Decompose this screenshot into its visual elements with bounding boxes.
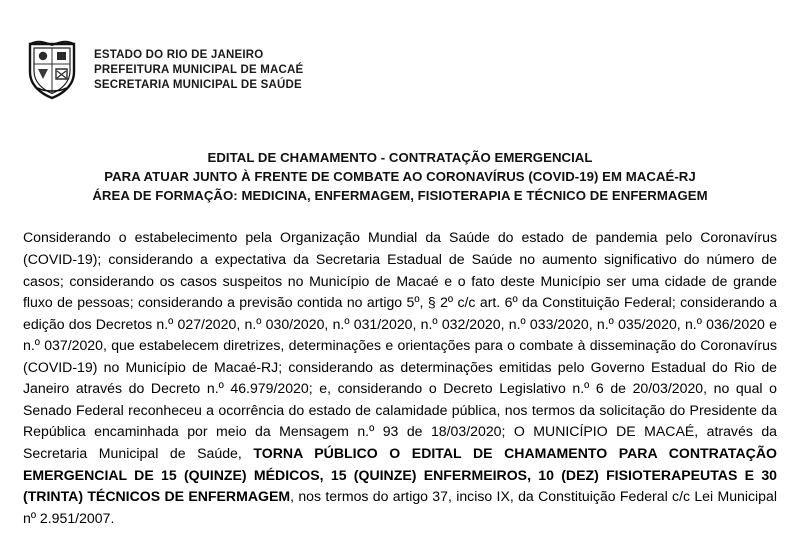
body-paragraph-part-1: Considerando o estabelecimento pela Organização Mundial da Saúde do estado de pandemia pelo Coronavírus (COVID-19); considerando a expectativa da Secretaria Estadual de Saúde no aumento significativo do número de casos; considerando os casos suspeitos no Município de Macaé e o fato deste Município ser uma cidade de grande fluxo de pessoas; considerando a previsão contida no artigo 5º, § 2º c/c art. 6º da Constituição Federal; considerando a edição dos Decretos n.º 027/2020, n.º 030/2020, n.º 031/2020, n.º 032/2020, n.º 033/2020, n.º 035/2020, n.º 036/2020 e n.º 037/2020, que estabelecem diretrizes, determinações e orientações para o combate à disseminação do Coronavírus (COVID-19) no Município de Macaé-RJ; considerando as determinações emitidas pelo Governo Estadual do Rio de Janeiro através do Decreto n.º 46.979/2020; e, considerando o Decreto Legislativo n.º 6 de 20/03/2020, no qual o Senado Federal reconheceu a ocorrência do estado de calamidade pública, nos termos da solicitação do Presidente da República encaminhada por meio da Mensagem n.º 93 de 18/03/2020; O MUNICÍPIO DE MACAÉ, através da Secretaria Municipal de Saúde, <box>23 229 777 462</box>
document-body <box>22 227 778 529</box>
title-line-3: ÁREA DE FORMAÇÃO: MEDICINA, ENFERMAGEM, FISIOTERAPIA E TÉCNICO DE ENFERMAGEM <box>92 188 708 204</box>
document-title <box>22 148 778 205</box>
org-line-state: ESTADO DO RIO DE JANEIRO <box>94 49 264 61</box>
org-line-city-hall: PREFEITURA MUNICIPAL DE MACAÉ <box>94 64 304 77</box>
coat-of-arms-icon <box>24 38 80 100</box>
body-emphasis-clause: TORNA PÚBLICO O EDITAL DE CHAMAMENTO PARA CONTRATAÇÃO EMERGENCIAL DE 15 (QUINZE) MÉDICOS, 15 (QUINZE) ENFERMEIROS, 10 (DEZ) FISIOTERAPEUTAS E 30 (TRINTA) TÉCNICOS DE ENFERMAGEM <box>23 445 777 505</box>
body-paragraph-part-2: , nos termos do artigo 37, inciso IX, da Constituição Federal c/c Lei Municipal nº 2.951/2007. <box>23 488 777 526</box>
title-line-2: PARA ATUAR JUNTO À FRENTE DE COMBATE AO CORONAVÍRUS (COVID-19) EM MACAÉ-RJ <box>104 169 696 185</box>
organization-block <box>94 38 303 94</box>
document-header <box>22 38 778 100</box>
title-line-1: EDITAL DE CHAMAMENTO - CONTRATAÇÃO EMERGENCIAL <box>207 150 593 165</box>
org-line-health-department: SECRETARIA MUNICIPAL DE SAÚDE <box>94 79 302 92</box>
